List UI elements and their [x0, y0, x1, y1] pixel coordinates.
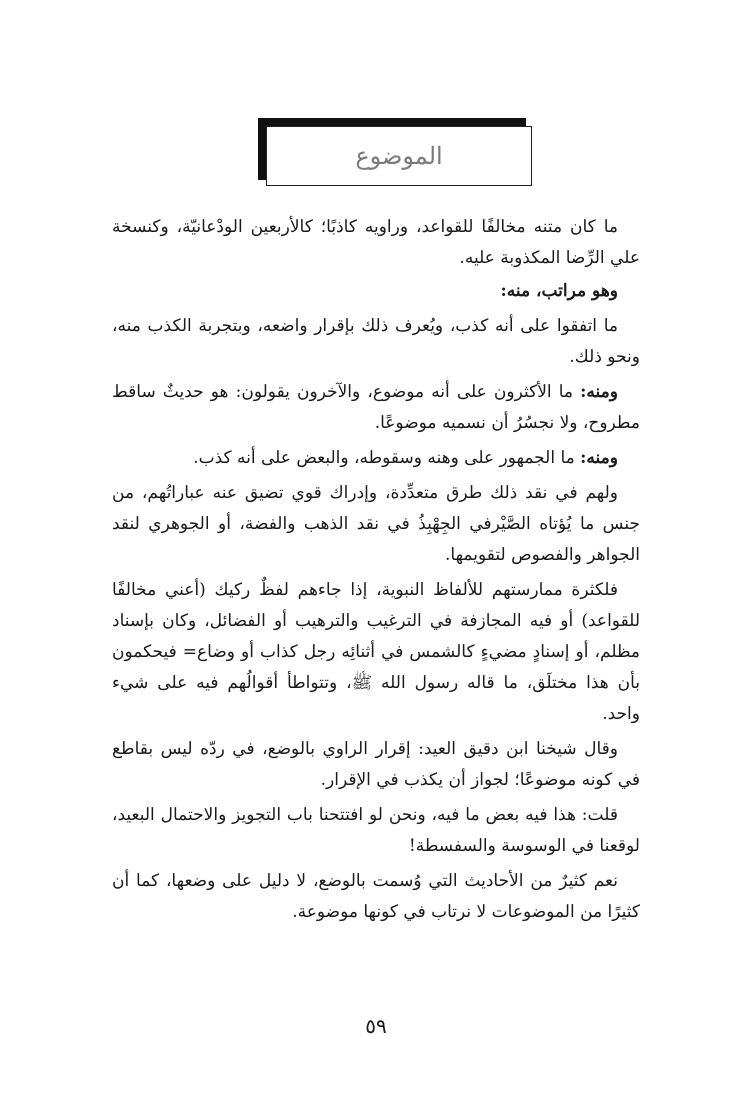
- paragraph-definition: ما كان متنه مخالفًا للقواعد، وراويه كاذبًا؛ كالأربعين الودْعانيّة، وكنسخة علي الرِّضا المكذوبة عليه.: [112, 217, 640, 268]
- page-number: ٥٩: [365, 1014, 387, 1038]
- section-heading: وهو مراتب، منه:: [500, 281, 618, 301]
- paragraph-ibn-daqiq: وقال شيخنا ابن دقيق العيد: إقرار الراوي بالوضع، في ردّه ليس بقاطع في كونه موضوعًا؛ لجواز أن يكذب في الإقرار.: [112, 739, 640, 790]
- paragraph-lead: ومنه:: [580, 382, 618, 402]
- paragraph-response: قلت: هذا فيه بعض ما فيه، ونحن لو افتتحنا باب التجويز والاحتمال البعيد، لوقعنا في الوسوسة والسفسطة!: [112, 805, 640, 856]
- paragraph-lead: ومنه:: [580, 448, 618, 468]
- paragraph-body: ما الأكثرون على أنه موضوع، والآخرون يقولون: هو حديثٌ ساقط مطروح، ولا نجسُرُ أن نسميه موضوعًا.: [112, 382, 640, 433]
- paragraph-rank-2: [112, 377, 640, 439]
- body-text: [112, 212, 640, 928]
- paragraph-practice: فلكثرة ممارستهم للألفاظ النبوية، إذا جاءهم لفظٌ ركيك (أعني مخالفًا للقواعد) أو فيه المجازفة في الترغيب والترهيب أو الفضائل، وكان بإسناد مظلم، أو إسنادٍ مضيءٍ كالشمس في أثنائِه رجل كذاب أو وضاع= فيحكمون بأن هذا مختلَق، ما قاله رسول الله ﷺ، وتتواطأ أقوالُهم فيه على شيء واحد.: [112, 580, 640, 724]
- paragraph-methods: ولهم في نقد ذلك طرق متعدِّدة، وإدراك قوي تضيق عنه عباراتُهم، من جنس ما يُؤتاه الصَّيْرفي الجِهْبِذُ في نقد الذهب والفضة، أو الجوهري لنقد الجواهر والفصوص لتقويمها.: [112, 483, 640, 565]
- title-frame: [258, 118, 534, 188]
- paragraph-conclusion: نعم كثيرٌ من الأحاديث التي وُسمت بالوضع، لا دليل على وضعها، كما أن كثيرًا من الموضوعات لا نرتاب في كونها موضوعة.: [112, 871, 640, 922]
- title-box: [266, 126, 532, 186]
- paragraph-rank-1: ما اتفقوا على أنه كذب، ويُعرف ذلك بإقرار واضعه، وبتجربة الكذب منه، ونحو ذلك.: [112, 316, 640, 367]
- page-title: الموضوع: [355, 142, 443, 170]
- paragraph-body: ما الجمهور على وهنه وسقوطه، والبعض على أنه كذب.: [193, 448, 581, 468]
- paragraph-rank-3: [112, 443, 640, 474]
